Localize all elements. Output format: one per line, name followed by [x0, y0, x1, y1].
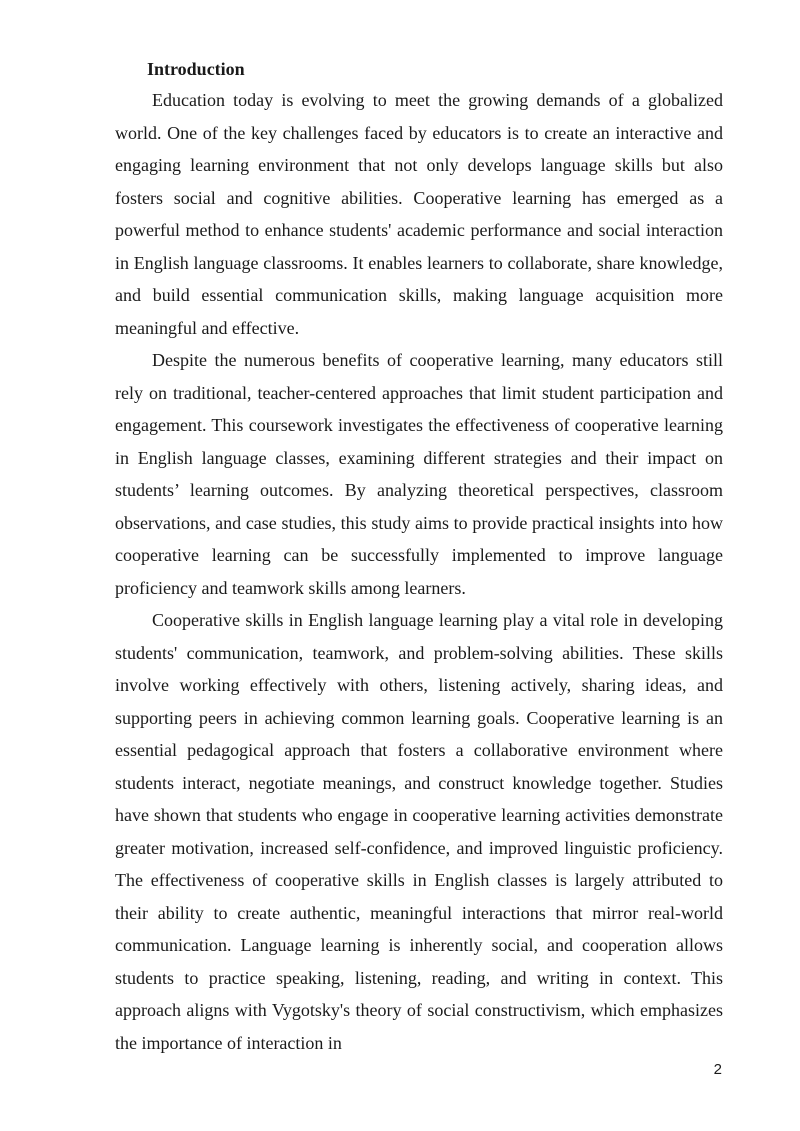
- page-number: 2: [713, 1061, 722, 1078]
- paragraph-cooperative-skills: Cooperative skills in English language learning play a vital role in developing students' communication, teamwork, and problem-solving abilities. These skills involve working effectively with others, listening actively, sharing ideas, and supporting peers in achieving common learning goals. Cooperative learning is an essential pedagogical approach that fosters a collaborative environment where students interact, negotiate meanings, and construct knowledge together. Studies have shown that students who engage in cooperative learning activities demonstrate greater motivation, increased self-confidence, and improved linguistic proficiency. The effectiveness of cooperative skills in English classes is largely attributed to their ability to create authentic, meaningful interactions that mirror real-world communication. Language learning is inherently social, and cooperation allows students to practice speaking, listening, reading, and writing in context. This approach aligns with Vygotsky's theory of social constructivism, which emphasizes the importance of interaction in: [115, 610, 723, 1053]
- paragraph-coursework-aim: Despite the numerous benefits of cooperative learning, many educators still rely on traditional, teacher-centered approaches that limit student participation and engagement. This coursework investigates the effectiveness of cooperative learning in English language classes, examining different strategies and their impact on students’ learning outcomes. By analyzing theoretical perspectives, classroom observations, and case studies, this study aims to provide practical insights into how cooperative learning can be successfully implemented to improve language proficiency and teamwork skills among learners.: [115, 350, 723, 598]
- paragraph-introduction: Education today is evolving to meet the growing demands of a globalized world. One of the key challenges faced by educators is to create an interactive and engaging learning environment that not only develops language skills but also fosters social and cognitive abilities. Cooperative learning has emerged as a powerful method to enhance students' academic performance and social interaction in English language classrooms. It enables learners to collaborate, share knowledge, and build essential communication skills, making language acquisition more meaningful and effective.: [115, 90, 723, 338]
- document-page: [115, 54, 723, 1059]
- section-heading: Introduction: [147, 59, 245, 79]
